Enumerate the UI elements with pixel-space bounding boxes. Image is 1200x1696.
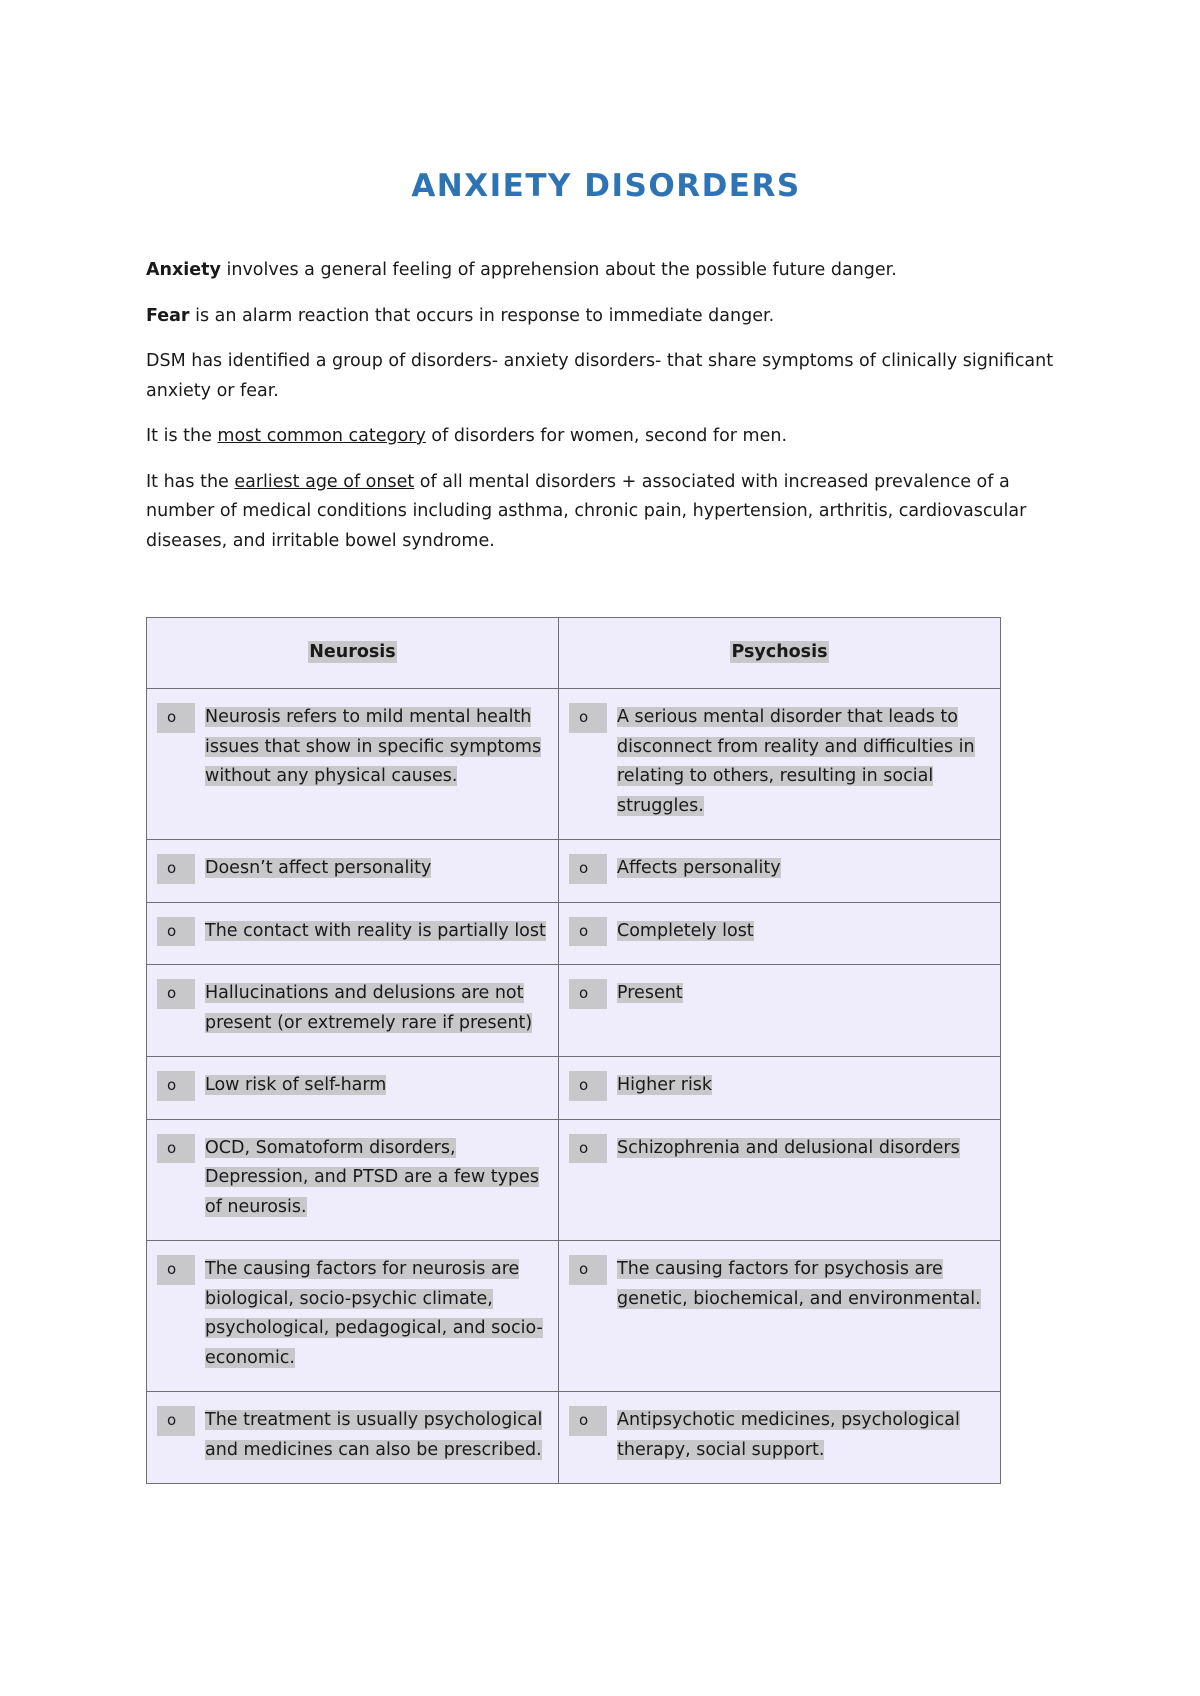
neurosis-cell — [147, 1119, 559, 1241]
paragraph-anxiety — [146, 256, 1076, 286]
cell-text-wrap — [195, 1134, 548, 1223]
cell-text: The contact with reality is partially lost — [205, 920, 546, 941]
list-item — [559, 1057, 1000, 1119]
psychosis-cell — [559, 689, 1001, 840]
table-row — [147, 965, 1001, 1057]
psychosis-cell — [559, 1119, 1001, 1241]
table-row — [147, 1057, 1001, 1120]
psychosis-cell — [559, 1057, 1001, 1120]
table-row — [147, 840, 1001, 903]
cell-text: Antipsychotic medicines, psychological therapy, social support. — [617, 1410, 960, 1460]
paragraph-common-category — [146, 422, 1076, 452]
neurosis-cell — [147, 840, 559, 903]
cell-text-wrap — [607, 1134, 990, 1164]
cell-text: The causing factors for psychosis are genetic, biochemical, and environmental. — [617, 1259, 981, 1309]
cell-text-wrap — [607, 1255, 990, 1314]
paragraph-fear — [146, 302, 1076, 332]
bullet-icon: o — [157, 703, 195, 733]
list-item — [559, 840, 1000, 902]
cell-text-wrap — [195, 1406, 548, 1465]
neurosis-cell — [147, 965, 559, 1057]
cell-text-wrap — [195, 703, 548, 792]
bullet-icon: o — [157, 1134, 195, 1164]
bullet-icon: o — [157, 979, 195, 1009]
neurosis-cell — [147, 1392, 559, 1484]
cell-text-wrap — [195, 854, 548, 884]
cell-text: Higher risk — [617, 1075, 713, 1095]
bullet-icon: o — [157, 854, 195, 884]
psychosis-cell — [559, 902, 1001, 965]
cell-text-wrap — [607, 854, 990, 884]
cell-text: The causing factors for neurosis are biological, socio-psychic climate, psychological, pedagogical, and socio-economic. — [205, 1259, 543, 1368]
onset-underlined: earliest age of onset — [234, 471, 415, 492]
cell-text-wrap — [195, 917, 548, 947]
table-row — [147, 689, 1001, 840]
bullet-icon: o — [157, 917, 195, 947]
table-row — [147, 1119, 1001, 1241]
bullet-icon: o — [569, 1255, 607, 1285]
cell-text: OCD, Somatoform disorders, Depression, and PTSD are a few types of neurosis. — [205, 1137, 539, 1217]
anxiety-definition: involves a general feeling of apprehension about the possible future danger. — [220, 260, 897, 280]
list-item — [147, 1120, 558, 1241]
bullet-icon: o — [569, 703, 607, 733]
fear-definition: is an alarm reaction that occurs in response to immediate danger. — [189, 305, 775, 326]
cell-text: Schizophrenia and delusional disorders — [617, 1137, 960, 1158]
common-post: of disorders for women, second for men. — [425, 426, 788, 446]
table-row — [147, 1392, 1001, 1484]
common-pre: It is the — [146, 426, 218, 446]
bullet-icon: o — [569, 1071, 607, 1101]
intro-text — [146, 256, 1076, 572]
cell-text-wrap — [195, 1255, 548, 1373]
header-psychosis — [559, 618, 1001, 689]
list-item — [559, 965, 1000, 1027]
cell-text-wrap — [607, 979, 990, 1009]
cell-text-wrap — [195, 979, 548, 1038]
neurosis-cell — [147, 902, 559, 965]
list-item — [147, 903, 558, 965]
cell-text-wrap — [607, 917, 990, 947]
list-item — [147, 840, 558, 902]
cell-text: Hallucinations and delusions are not present (or extremely rare if present) — [205, 983, 533, 1033]
table-body — [147, 689, 1001, 1484]
psychosis-cell — [559, 1392, 1001, 1484]
list-item — [559, 903, 1000, 965]
cell-text-wrap — [607, 1406, 990, 1465]
header-psychosis-label: Psychosis — [731, 642, 828, 663]
cell-text: Neurosis refers to mild mental health issues that show in specific symptoms without any physical causes. — [205, 707, 542, 786]
psychosis-cell — [559, 965, 1001, 1057]
bullet-icon: o — [569, 917, 607, 947]
term-fear: Fear — [146, 305, 190, 326]
cell-text: Affects personality — [617, 858, 781, 878]
list-item — [559, 1241, 1000, 1332]
cell-text: Present — [617, 983, 683, 1003]
header-neurosis — [147, 618, 559, 689]
term-anxiety: Anxiety — [146, 260, 221, 280]
bullet-icon: o — [157, 1255, 195, 1285]
list-item — [147, 689, 558, 810]
list-item — [559, 1120, 1000, 1182]
header-neurosis-label: Neurosis — [309, 642, 396, 663]
table-header-row — [147, 618, 1001, 689]
neurosis-cell — [147, 1241, 559, 1392]
table-row — [147, 1241, 1001, 1392]
onset-pre: It has the — [146, 471, 235, 492]
bullet-icon: o — [569, 979, 607, 1009]
common-underlined: most common category — [217, 426, 426, 446]
table-row — [147, 902, 1001, 965]
cell-text: Low risk of self-harm — [205, 1075, 387, 1095]
list-item — [559, 689, 1000, 839]
cell-text: Doesn’t affect personality — [205, 858, 432, 878]
cell-text-wrap — [195, 1071, 548, 1101]
bullet-icon: o — [157, 1071, 195, 1101]
neurosis-cell — [147, 689, 559, 840]
list-item — [147, 1057, 558, 1119]
psychosis-cell — [559, 840, 1001, 903]
cell-text-wrap — [607, 1071, 990, 1101]
psychosis-cell — [559, 1241, 1001, 1392]
paragraph-onset — [146, 468, 1076, 557]
document-title: ANXIETY DISORDERS — [411, 168, 801, 204]
cell-text: Completely lost — [617, 920, 754, 941]
cell-text: A serious mental disorder that leads to disconnect from reality and difficulties in relating to others, resulting in social struggles. — [617, 707, 975, 816]
cell-text: The treatment is usually psychological and medicines can also be prescribed. — [205, 1410, 543, 1460]
list-item — [147, 965, 558, 1056]
bullet-icon: o — [569, 854, 607, 884]
list-item — [559, 1392, 1000, 1483]
bullet-icon: o — [569, 1134, 607, 1164]
onset-post: of all mental disorders + associated with increased prevalence of a number of medical conditions including asthma, chronic pain, hypertension, arthritis, cardiovascular diseases, and irritable bowel syndrome. — [146, 471, 1027, 551]
paragraph-dsm: DSM has identified a group of disorders- anxiety disorders- that share symptoms of clinically significant anxiety or fear. — [146, 351, 1054, 401]
comparison-table — [146, 617, 1001, 1484]
bullet-icon: o — [157, 1406, 195, 1436]
list-item — [147, 1241, 558, 1391]
list-item — [147, 1392, 558, 1483]
cell-text-wrap — [607, 703, 990, 821]
bullet-icon: o — [569, 1406, 607, 1436]
neurosis-cell — [147, 1057, 559, 1120]
